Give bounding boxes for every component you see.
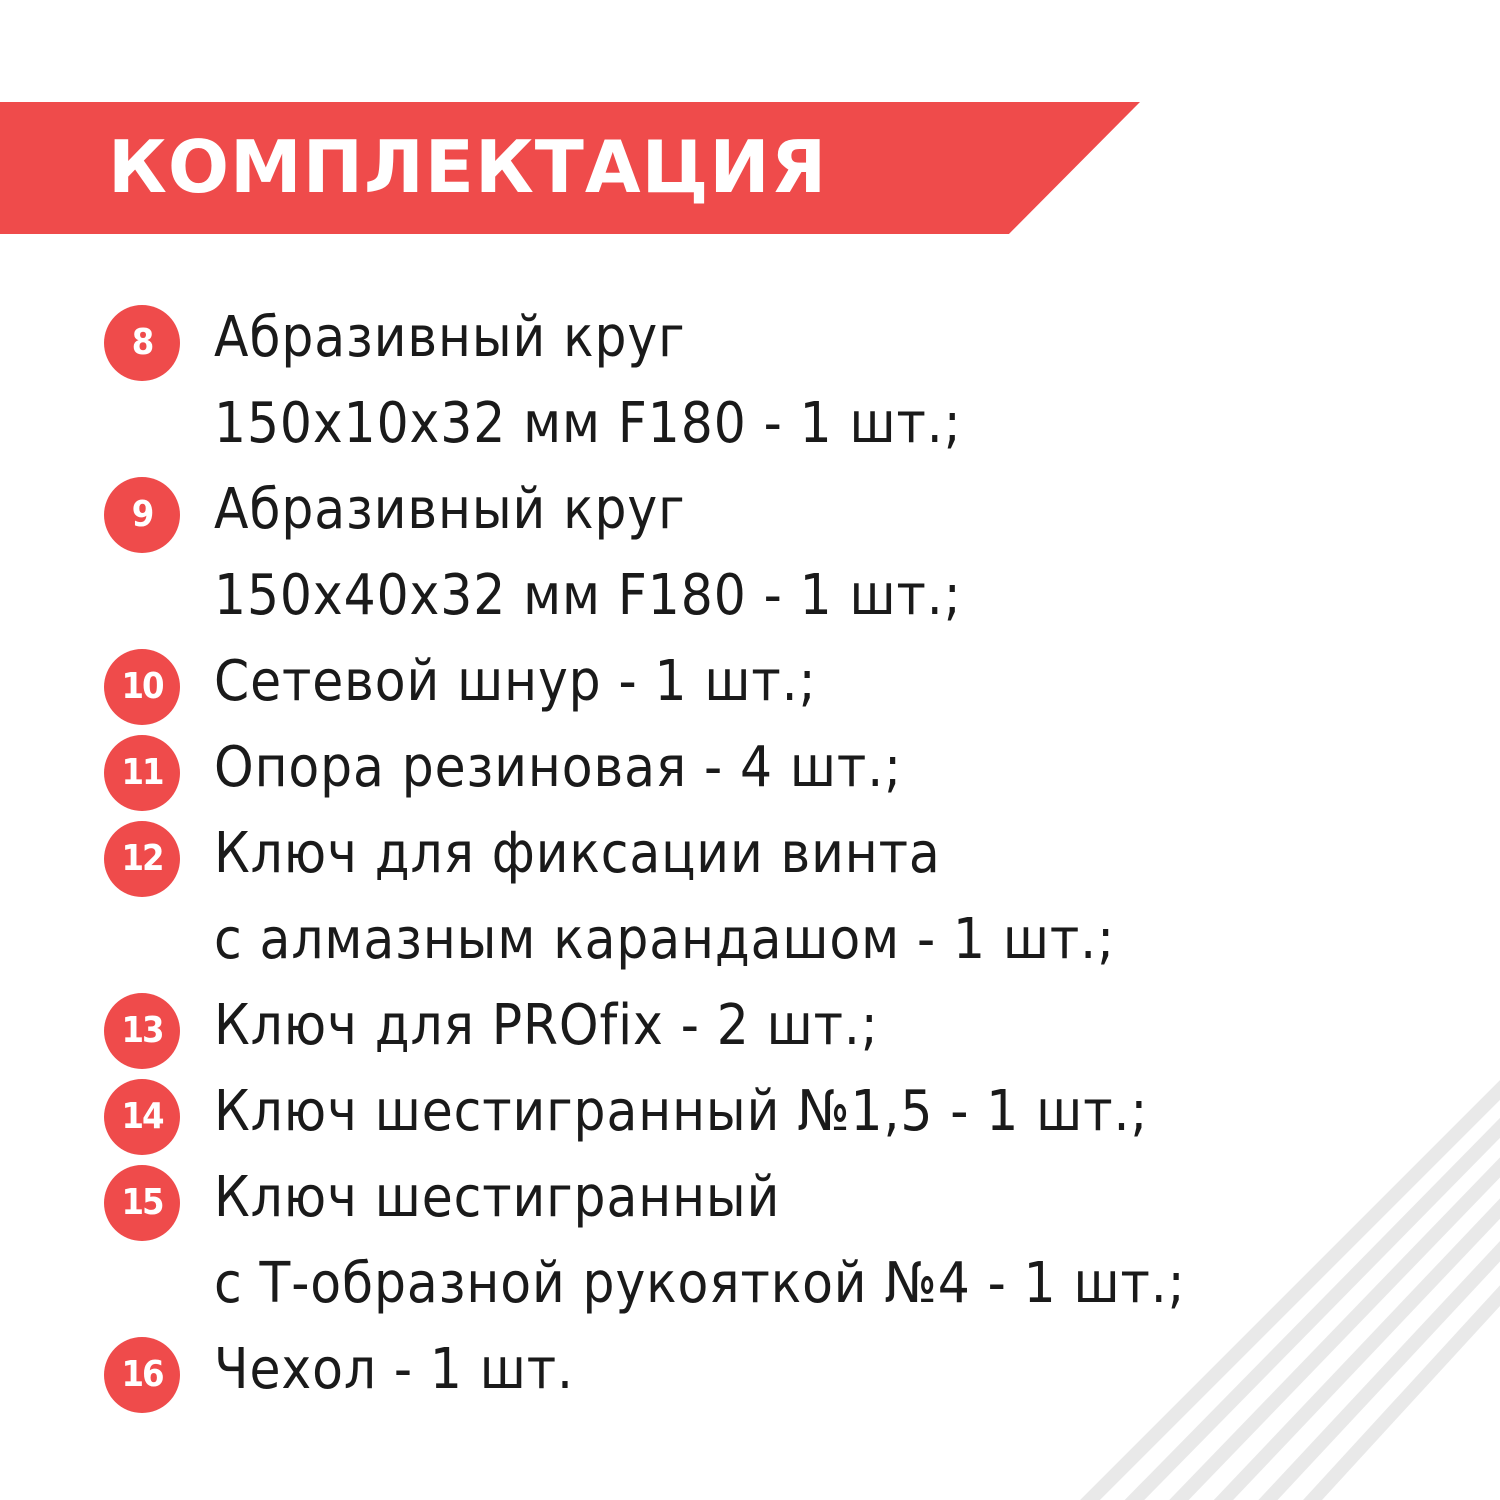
item-text-line: Ключ шестигранный №1,5 - 1 шт.; xyxy=(214,1079,1149,1144)
item-text xyxy=(214,1069,1434,1155)
item-number-badge: 10 xyxy=(104,649,180,725)
item-number-badge: 9 xyxy=(104,477,180,553)
item-number-badge: 12 xyxy=(104,821,180,897)
item-text xyxy=(214,811,1434,983)
item-text xyxy=(214,295,1434,467)
item-text xyxy=(214,983,1434,1069)
item-text xyxy=(214,1155,1434,1327)
item-text-line: 150x40x32 мм F180 - 1 шт.; xyxy=(214,563,962,628)
item-text-line: Ключ для PROfix - 2 шт.; xyxy=(214,993,879,1058)
item-text-line: 150x10x32 мм F180 - 1 шт.; xyxy=(214,391,962,456)
item-number-badge: 13 xyxy=(104,993,180,1069)
item-text-line: Опора резиновая - 4 шт.; xyxy=(214,735,903,800)
item-text-line: Абразивный круг xyxy=(214,477,686,542)
item-text-line: с Т-образной рукояткой №4 - 1 шт.; xyxy=(214,1251,1186,1316)
item-text xyxy=(214,639,1434,725)
item-number-badge: 16 xyxy=(104,1337,180,1413)
item-text xyxy=(214,725,1434,811)
item-number-badge: 14 xyxy=(104,1079,180,1155)
item-text-line: Чехол - 1 шт. xyxy=(214,1337,574,1402)
item-text-line: Сетевой шнур - 1 шт.; xyxy=(214,649,817,714)
item-text-line: Абразивный круг xyxy=(214,305,686,370)
item-text xyxy=(214,1327,1434,1413)
item-number-badge: 8 xyxy=(104,305,180,381)
item-text-line: Ключ для фиксации винта xyxy=(214,821,941,886)
page-title: КОМПЛЕКТАЦИЯ xyxy=(108,125,828,209)
item-number-badge: 15 xyxy=(104,1165,180,1241)
item-text-line: Ключ шестигранный xyxy=(214,1165,781,1230)
item-number-badge: 11 xyxy=(104,735,180,811)
item-text-line: с алмазным карандашом - 1 шт.; xyxy=(214,907,1115,972)
item-text xyxy=(214,467,1434,639)
